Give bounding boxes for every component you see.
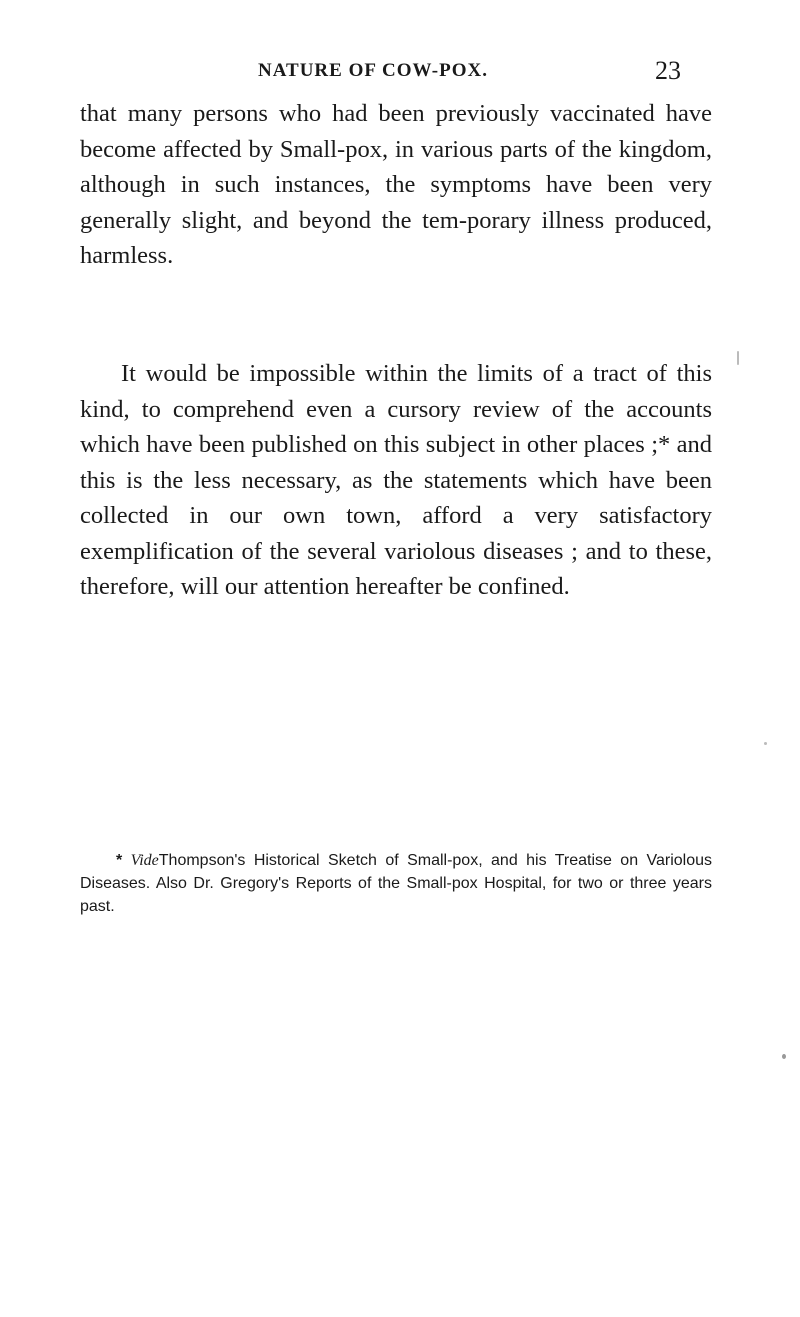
footnote [80, 849, 712, 918]
paper-speck [782, 1054, 786, 1059]
body-paragraph-2: It would be impossible within the limits of a tract of this kind, to comprehend even a cursory review of the accounts which have been published on this subject in other places ;* and this is the less necessary, as the statements which have been collected in our own town, afford a very satisfactory exemplification of the several variolous diseases ; and to these, therefore, will our attention hereafter be confined. [80, 360, 712, 600]
body-paragraph-1: that many persons who had been previously vaccinated have become affected by Small-pox, in various parts of the kingdom, although in such instances, the symptoms have been very generally slight, and beyond the tem-porary illness produced, harmless. [80, 100, 712, 269]
page-number: 23 [655, 56, 681, 85]
footnote-text: Thompson's Historical Sketch of Small-pox, and his Treatise on Variolous Diseases. Also Dr. Gregory's Reports of the Small-pox Hospital, for two or three years past. [80, 852, 713, 915]
paper-speck [737, 351, 739, 365]
footnote-vide: Vide [130, 852, 159, 869]
footnote-marker: * [116, 852, 123, 869]
running-head: NATURE OF COW-POX. [258, 60, 488, 81]
paper-speck [764, 742, 767, 745]
